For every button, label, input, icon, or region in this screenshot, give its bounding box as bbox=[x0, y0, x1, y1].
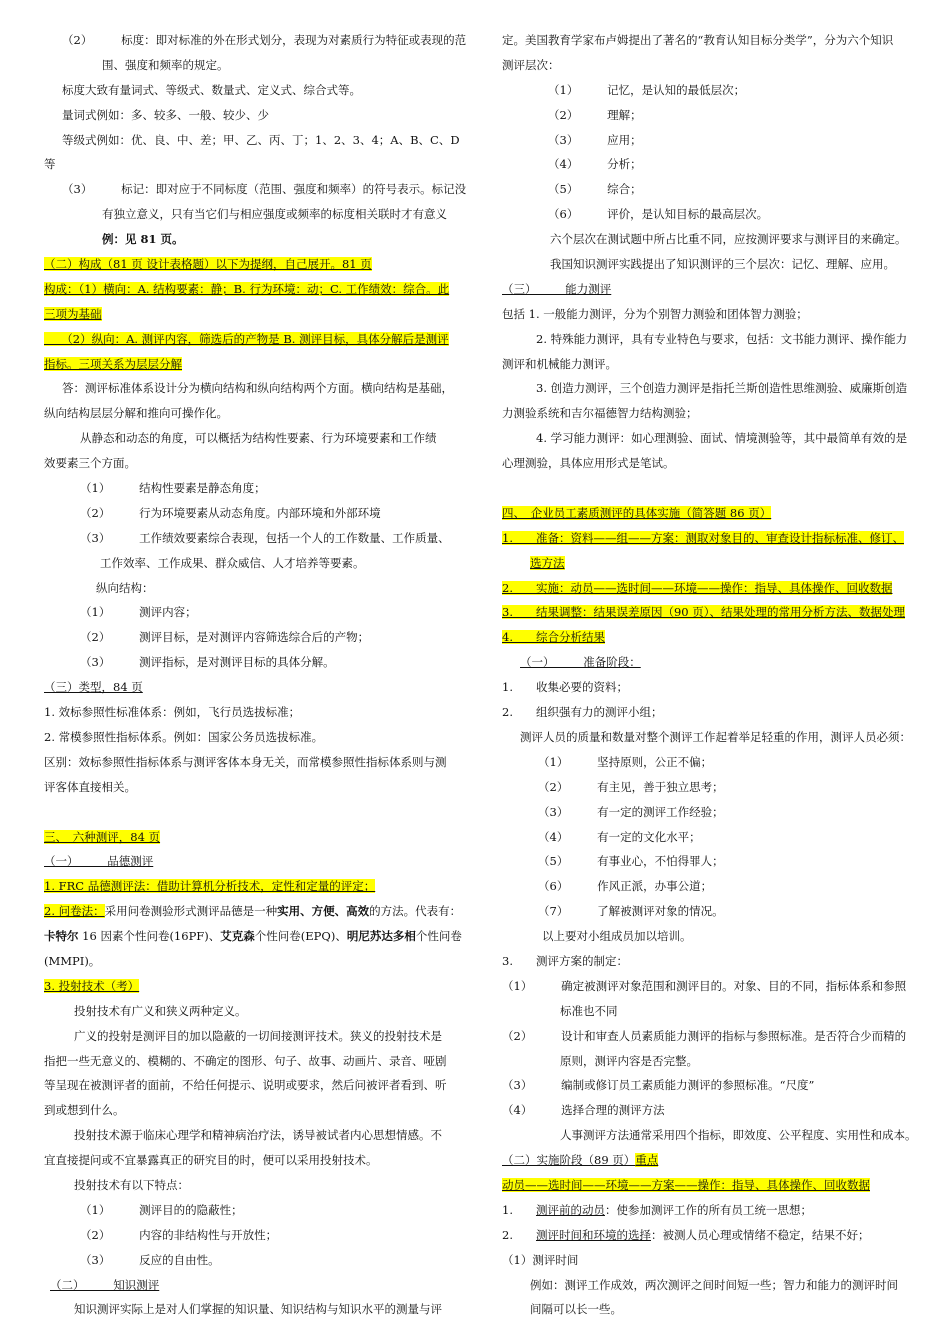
right-text-line: （4） 有一定的文化水平； bbox=[538, 829, 701, 844]
right-text-line: （6） 评价，是认知目标的最高层次。 bbox=[548, 207, 769, 222]
right-text-line: 包括 1. 一般能力测评，分为个别智力测验和团体智力测验； bbox=[502, 306, 808, 321]
right-text-line: 4. 综合分析结果 bbox=[502, 630, 605, 645]
right-text-line: （1） 确定被测评对象范围和测评目的。对象、目的不同，指标体系和参照 bbox=[502, 978, 907, 993]
left-text-line: （3） 标记：即对应于不同标度（范围、强度和频率）的符号表示。标记没 bbox=[62, 182, 467, 197]
left-text-line: 知识测评实际上是对人们掌握的知识量、知识结构与知识水平的测量与评 bbox=[74, 1302, 442, 1317]
left-column bbox=[44, 28, 472, 1322]
left-text-line: 投射技术有以下特点： bbox=[74, 1177, 189, 1192]
left-text-line: 2. 问卷法：采用问卷测验形式测评品德是一种实用、方便、高效的方法。代表有： bbox=[44, 904, 462, 919]
right-text-line: 3. 结果调整：结果误差原因（90 页）、结果处理的常用分析方法、数据处理 bbox=[502, 605, 906, 620]
left-text-line: 指把一些无意义的、模糊的、不确定的图形、句子、故事、动画片、录音、哑剧 bbox=[44, 1053, 447, 1068]
left-text-line: 宜直接提问或不宜暴露真正的研究目的时，便可以采用投射技术。 bbox=[44, 1153, 378, 1168]
right-text-line: （2） 设计和审查人员素质能力测评的指标与参照标准。是否符合少而精的 bbox=[502, 1028, 907, 1043]
left-text-line: 效要素三个方面。 bbox=[44, 456, 136, 471]
left-text-line: （2） 行为环境要素从动态角度。内部环境和外部环境 bbox=[80, 505, 381, 520]
left-text-line: 三、 六种测评，84 页 bbox=[44, 829, 161, 844]
left-text-line: 卡特尔 16 因素个性问卷(16PF)、艾克森个性问卷(EPQ)、明尼苏达多相个性问卷 bbox=[44, 929, 462, 944]
left-text-line bbox=[44, 800, 472, 825]
left-text-line: (MMPI)。 bbox=[44, 953, 101, 968]
right-text-line: （3） 编制或修订员工素质能力测评的参照标准。“尺度” bbox=[502, 1078, 815, 1093]
right-text-line: 测评人员的质量和数量对整个测评工作起着举足轻重的作用，测评人员必须： bbox=[520, 729, 911, 744]
left-text-line: 等 bbox=[44, 157, 56, 172]
left-text-line: （1） 测评目的的隐蔽性； bbox=[80, 1202, 243, 1217]
left-text-line: 例：见 81 页。 bbox=[102, 232, 184, 247]
left-text-line: 工作效率、工作成果、群众威信、人才培养等要素。 bbox=[100, 555, 365, 570]
left-text-line: 2. 常模参照性指标体系。例如：国家公务员选拔标准。 bbox=[44, 729, 324, 744]
left-text-line: （2） 测评目标，是对测评内容筛选综合后的产物； bbox=[80, 630, 370, 645]
right-text-line: 原则，测评内容是否完整。 bbox=[560, 1053, 698, 1068]
right-text-line: 六个层次在测试题中所占比重不同，应按测评要求与测评目的来确定。 bbox=[550, 232, 907, 247]
left-text-line: 答：测评标准体系设计分为横向结构和纵向结构两个方面。横向结构是基础， bbox=[62, 381, 453, 396]
right-text-line: 力测验系统和吉尔福德智力结构测验； bbox=[502, 406, 698, 421]
left-text-line: 投射技术有广义和狭义两种定义。 bbox=[74, 1003, 247, 1018]
left-text-line: 三项为基础 bbox=[44, 306, 102, 321]
right-text-line: 选方法 bbox=[530, 555, 565, 570]
right-text-line bbox=[502, 476, 926, 501]
right-text-line: 2. 组织强有力的测评小组； bbox=[502, 705, 663, 720]
right-text-line: （一） 准备阶段： bbox=[520, 655, 641, 670]
right-text-line: （1） 记忆，是认知的最低层次； bbox=[548, 82, 746, 97]
left-text-line: 投射技术源于临床心理学和精神病治疗法，诱导被试者内心思想情感。不 bbox=[74, 1128, 442, 1143]
left-text-line: 标度大致有量词式、等级式、数量式、定义式、综合式等。 bbox=[62, 82, 361, 97]
right-text-line: 间隔可以长一些。 bbox=[530, 1302, 622, 1317]
left-text-line: 等呈现在被测评者的面前，不给任何提示、说明或要求，然后问被评者看到、听 bbox=[44, 1078, 447, 1093]
right-text-line: （3） 应用； bbox=[548, 132, 642, 147]
left-text-line: 纵向结构： bbox=[96, 580, 154, 595]
right-text-line: （三） 能力测评 bbox=[502, 281, 612, 296]
left-text-line: （1） 测评内容； bbox=[80, 605, 197, 620]
right-text-line: 4. 学习能力测评：如心理测验、面试、情境测验等，其中最简单有效的是 bbox=[536, 431, 908, 446]
left-text-line: 纵向结构层层分解和推向可操作化。 bbox=[44, 406, 228, 421]
right-text-line: （4） 选择合理的测评方法 bbox=[502, 1103, 665, 1118]
right-text-line: 以上要对小组成员加以培训。 bbox=[542, 929, 692, 944]
right-text-line: 2. 特殊能力测评，具有专业特色与要求，包括：文书能力测评、操作能力 bbox=[536, 331, 908, 346]
right-text-line: 动员——选时间——环境——方案——操作：指导、具体操作、回收数据 bbox=[502, 1177, 870, 1192]
left-text-line: （3） 测评指标，是对测评目标的具体分解。 bbox=[80, 655, 335, 670]
right-column bbox=[502, 28, 926, 1322]
right-text-line: （1）测评时间 bbox=[502, 1252, 579, 1267]
right-text-line: 人事测评方法通常采用四个指标，即效度、公平程度、实用性和成本。 bbox=[560, 1128, 917, 1143]
left-text-line: 1. FRC 品德测评法：借助计算机分析技术，定性和定量的评定； bbox=[44, 879, 376, 894]
right-text-line: 例如：测评工作成效，两次测评之间时间短一些；智力和能力的测评时间 bbox=[530, 1277, 898, 1292]
left-text-line: 1. 效标参照性标准体系：例如，飞行员选拔标准； bbox=[44, 705, 301, 720]
right-text-line: （二）实施阶段（89 页）重点 bbox=[502, 1153, 659, 1168]
left-text-line: （2） 标度：即对标准的外在形式划分，表现为对素质行为特征或表现的范 bbox=[62, 33, 467, 47]
left-text-line: （1） 结构性要素是静态角度； bbox=[80, 481, 266, 496]
right-text-line: （5） 综合； bbox=[548, 182, 642, 197]
left-text-line: （二） 知识测评 bbox=[50, 1277, 160, 1292]
right-text-line: （7） 了解被测评对象的情况。 bbox=[538, 904, 724, 919]
left-text-line: 广义的投射是测评目的加以隐蔽的一切间接测评技术。狭义的投射技术是 bbox=[74, 1028, 442, 1043]
right-text-line: （2） 有主见，善于独立思考； bbox=[538, 779, 724, 794]
left-text-line: 指标。三项关系为层层分解 bbox=[44, 356, 182, 371]
left-text-line: 等级式例如：优、良、中、差；甲、乙、丙、丁；1、2、3、4；A、B、C、D bbox=[62, 132, 460, 147]
left-text-line: （2） 内容的非结构性与开放性； bbox=[80, 1227, 278, 1242]
left-text-line: （二）构成（81 页 设计表格题）以下为提纲，自己展开。81 页 bbox=[44, 257, 372, 272]
left-text-line: 从静态和动态的角度，可以概括为结构性要素、行为环境要素和工作绩 bbox=[80, 431, 437, 446]
right-text-line: 测评层次： bbox=[502, 57, 560, 72]
right-text-line: 测评和机械能力测评。 bbox=[502, 356, 617, 371]
left-text-line: 围、强度和频率的规定。 bbox=[102, 57, 229, 72]
left-text-line: （一） 品德测评 bbox=[44, 854, 154, 869]
right-text-line: 我国知识测评实践提出了知识测评的三个层次：记忆、理解、应用。 bbox=[550, 257, 895, 272]
right-text-line: 3. 创造力测评，三个创造力测评是指托兰斯创造性思维测验、威廉斯创造 bbox=[536, 381, 908, 396]
right-text-line: 3. 测评方案的制定： bbox=[502, 953, 628, 968]
right-text-line: （5） 有事业心，不怕得罪人； bbox=[538, 854, 724, 869]
left-text-line: （2）纵向：A. 测评内容，筛选后的产物是 B. 测评目标，具体分解后是测评 bbox=[44, 331, 449, 346]
right-text-line: 四、 企业员工素质测评的具体实施（简答题 86 页） bbox=[502, 505, 772, 520]
right-text-line: 2. 测评时间和环境的选择：被测人员心理或情绪不稳定，结果不好； bbox=[502, 1227, 870, 1242]
left-text-line: （3） 反应的自由性。 bbox=[80, 1252, 220, 1267]
right-text-line: （2） 理解； bbox=[548, 107, 642, 122]
left-text-line: 区别：效标参照性指标体系与测评客体本身无关，而常模参照性指标体系则与测 bbox=[44, 754, 447, 769]
left-text-line: （3） 工作绩效要素综合表现，包括一个人的工作数量、工作质量、 bbox=[80, 530, 450, 545]
right-text-line: 1. 准备：资料——组——方案：测取对象目的、审查设计指标标准、修订、 bbox=[502, 530, 904, 545]
right-text-line: 标准也不同 bbox=[560, 1003, 618, 1018]
left-text-line: 3. 投射技术（考） bbox=[44, 978, 140, 993]
left-text-line: （三）类型，84 页 bbox=[44, 680, 143, 695]
right-text-line: （3） 有一定的测评工作经验； bbox=[538, 804, 724, 819]
left-text-line: 评客体直接相关。 bbox=[44, 779, 136, 794]
left-text-line: 构成：（1）横向：A. 结构要素：静；B. 行为环境：动；C. 工作绩效：综合。此 bbox=[44, 281, 450, 296]
right-text-line: （1） 坚持原则，公正不偏； bbox=[538, 754, 713, 769]
right-text-line: 1. 测评前的动员：使参加测评工作的所有员工统一思想； bbox=[502, 1202, 812, 1217]
right-text-line: 定。美国教育学家布卢姆提出了著名的“教育认知目标分类学”，分为六个知识 bbox=[502, 33, 894, 47]
right-text-line: 心理测验，具体应用形式是笔试。 bbox=[502, 456, 675, 471]
right-text-line: （4） 分析； bbox=[548, 157, 642, 172]
left-text-line: 量词式例如：多、较多、一般、较少、少 bbox=[62, 107, 269, 122]
right-text-line: 1. 收集必要的资料； bbox=[502, 680, 628, 695]
right-text-line: （6） 作风正派，办事公道； bbox=[538, 879, 713, 894]
right-text-line: 2. 实施：动员——选时间——环境——操作：指导、具体操作、回收数据 bbox=[502, 580, 893, 595]
left-text-line: 到或想到什么。 bbox=[44, 1103, 125, 1118]
left-text-line: 有独立意义，只有当它们与相应强度或频率的标度相关联时才有意义 bbox=[102, 207, 447, 222]
